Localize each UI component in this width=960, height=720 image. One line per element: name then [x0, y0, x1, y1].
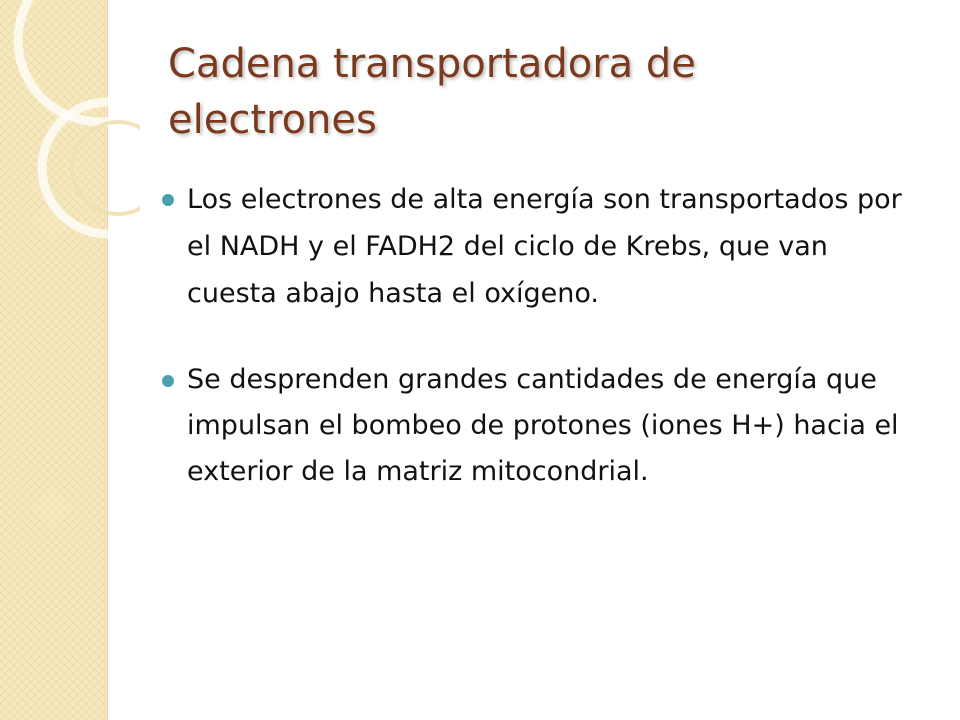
decorative-circles	[0, 0, 140, 280]
bullet-item	[160, 176, 920, 317]
bullet-list	[160, 176, 920, 495]
bullet-item	[160, 357, 920, 495]
bullet-text: Se desprenden grandes cantidades de energía que impulsan el bombeo de protones (iones H+) hacia el exterior de la matriz mitocondrial.	[187, 364, 899, 487]
decorative-circle-inner	[72, 122, 140, 214]
bullet-marker-icon	[162, 194, 174, 206]
slide-title: Cadena transportadora de electrones	[168, 41, 696, 143]
bullet-text: Los electrones de alta energía son transportados por el NADH y el FADH2 del ciclo de Krebs, que van cuesta abajo hasta el oxígeno.	[187, 184, 902, 309]
bullet-marker-icon	[162, 375, 174, 387]
